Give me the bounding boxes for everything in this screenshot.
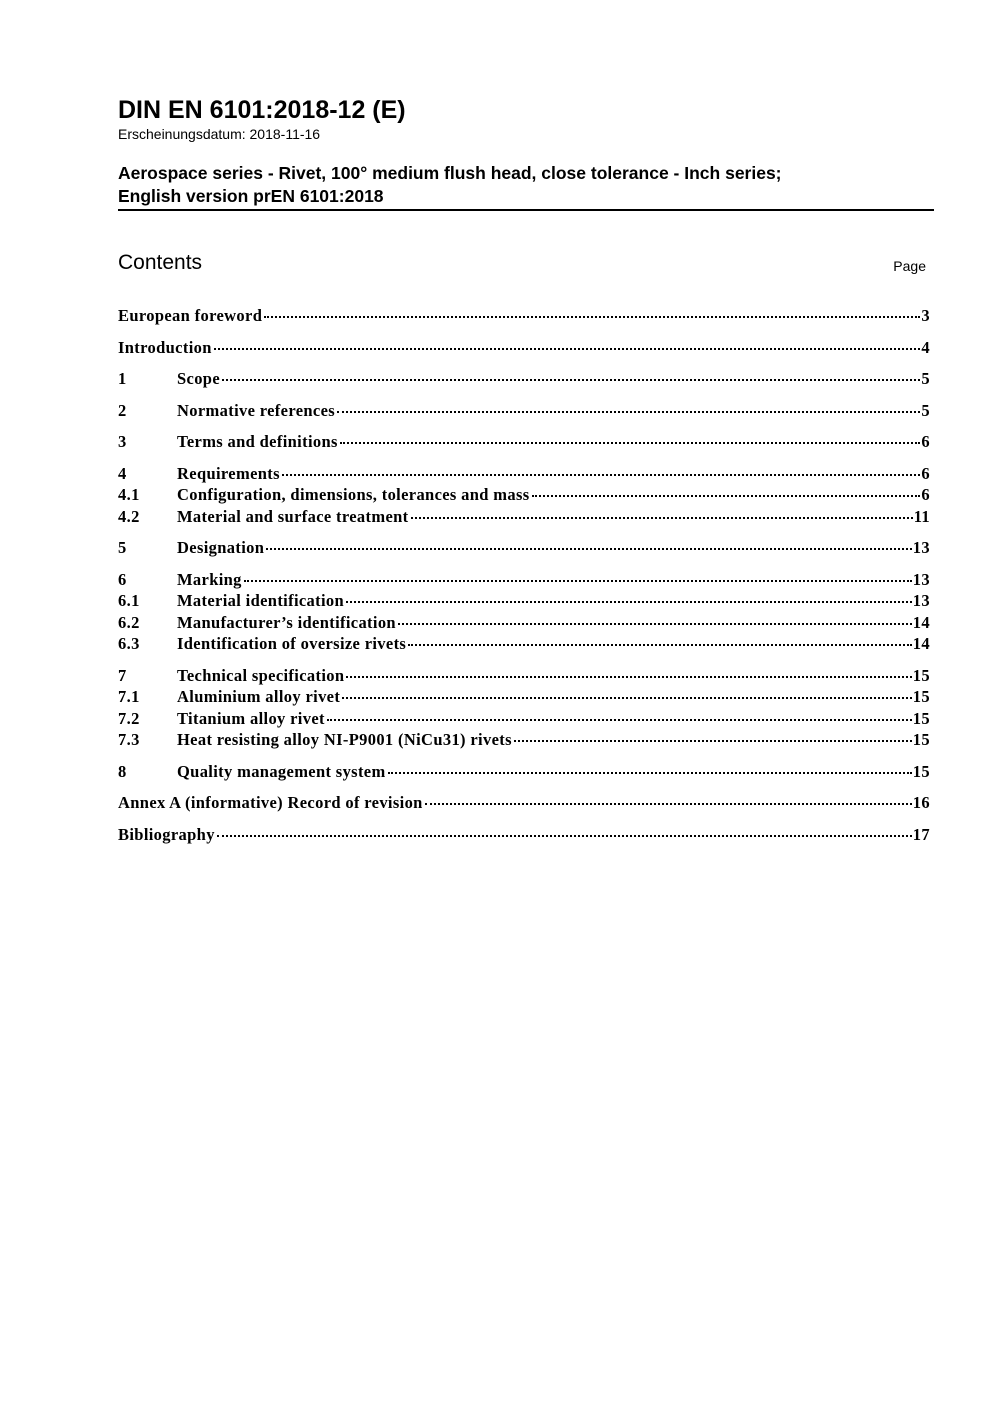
toc-entry-title: Titanium alloy rivet <box>177 709 325 728</box>
toc-entry-title: Designation <box>177 538 265 557</box>
toc-dot-leader <box>346 601 912 603</box>
toc-dot-leader <box>340 442 921 444</box>
toc-entry-page: 6 <box>921 464 930 483</box>
toc-dot-leader <box>214 348 921 350</box>
toc-entry-page: 15 <box>912 709 930 728</box>
toc-entry-number: 6.1 <box>118 591 140 610</box>
toc-entry-page: 6 <box>921 485 930 504</box>
toc-entry-number: 2 <box>118 401 127 420</box>
toc-entry[interactable] <box>118 792 930 814</box>
toc-entry[interactable] <box>118 431 930 453</box>
toc-entry-page: 5 <box>921 369 930 388</box>
toc-entry-number: 1 <box>118 369 127 388</box>
toc-entry[interactable] <box>118 708 930 730</box>
toc-dot-leader <box>388 772 912 774</box>
toc-entry-number: 4.2 <box>118 507 140 526</box>
toc-dot-leader <box>514 740 912 742</box>
publication-date: Erscheinungsdatum: 2018-11-16 <box>118 126 321 142</box>
toc-entry-number: 5 <box>118 538 127 557</box>
toc-entry-page: 14 <box>912 613 930 632</box>
toc-dot-leader <box>342 697 912 699</box>
toc-entry[interactable] <box>118 590 930 612</box>
toc-dot-leader <box>282 474 921 476</box>
toc-entry[interactable] <box>118 569 930 591</box>
toc-entry[interactable] <box>118 612 930 634</box>
toc-dot-leader <box>264 316 920 318</box>
toc-entry-page: 15 <box>912 762 930 781</box>
toc-entry-title: Quality management system <box>177 762 386 781</box>
document-id: DIN EN 6101:2018-12 (E) <box>118 96 406 124</box>
toc-entry-title: Marking <box>177 570 242 589</box>
toc-dot-leader <box>398 623 912 625</box>
toc-dot-leader <box>217 835 912 837</box>
toc-entry[interactable] <box>118 400 930 422</box>
toc-entry-number: 6.3 <box>118 634 140 653</box>
toc-entry-title: Manufacturer’s identification <box>177 613 396 632</box>
toc-entry-page: 6 <box>921 432 930 451</box>
toc-entry-page: 17 <box>912 825 930 844</box>
toc-entry-title: Identification of oversize rivets <box>177 634 407 653</box>
toc-entry-title: Heat resisting alloy NI-P9001 (NiCu31) rivets <box>177 730 512 749</box>
toc-entry-title: European foreword <box>118 306 263 325</box>
toc-entry-number: 7.3 <box>118 730 140 749</box>
toc-entry[interactable] <box>118 633 930 655</box>
toc-entry-title: Introduction <box>118 338 212 357</box>
contents-heading: Contents <box>118 251 203 274</box>
toc-entry-page: 14 <box>912 634 930 653</box>
toc-entry-title: Material identification <box>177 591 345 610</box>
toc-entry-page: 13 <box>912 591 930 610</box>
toc-entry-number: 3 <box>118 432 127 451</box>
toc-entry[interactable] <box>118 368 930 390</box>
toc-entry-page: 3 <box>921 306 930 325</box>
document-title-line: Aerospace series - Rivet, 100° medium flush head, close tolerance - Inch series; <box>118 163 782 183</box>
toc-entry-page: 13 <box>912 538 930 557</box>
toc-entry[interactable] <box>118 729 930 751</box>
toc-entry-number: 7.2 <box>118 709 140 728</box>
toc-entry-number: 7.1 <box>118 687 140 706</box>
toc-dot-leader <box>244 580 912 582</box>
toc-entry[interactable] <box>118 506 930 528</box>
toc-entry-number: 4 <box>118 464 127 483</box>
toc-entry-number: 7 <box>118 666 127 685</box>
toc-entry-title: Scope <box>177 369 220 388</box>
toc-entry-page: 13 <box>912 570 930 589</box>
toc-entry[interactable] <box>118 337 930 359</box>
toc-entry-number: 6 <box>118 570 127 589</box>
toc-entry-number: 8 <box>118 762 127 781</box>
toc-dot-leader <box>425 803 912 805</box>
toc-entry[interactable] <box>118 484 930 506</box>
toc-dot-leader <box>408 644 912 646</box>
toc-entry-page: 15 <box>912 666 930 685</box>
toc-entry-page: 15 <box>912 687 930 706</box>
toc-entry[interactable] <box>118 537 930 559</box>
toc-dot-leader <box>327 719 912 721</box>
toc-entry[interactable] <box>118 686 930 708</box>
toc-dot-leader <box>411 517 913 519</box>
toc-dot-leader <box>266 548 912 550</box>
toc-entry-number: 4.1 <box>118 485 140 504</box>
toc-entry-title: Terms and definitions <box>177 432 338 451</box>
toc-entry-page: 16 <box>912 793 930 812</box>
toc-dot-leader <box>222 379 920 381</box>
toc-entry-page: 15 <box>912 730 930 749</box>
toc-dot-leader <box>337 411 920 413</box>
toc-entry[interactable] <box>118 305 930 327</box>
toc-entry-title: Technical specification <box>177 666 345 685</box>
toc-entry-title: Requirements <box>177 464 280 483</box>
toc-dot-leader <box>532 495 921 497</box>
toc-entry-title: Normative references <box>177 401 336 420</box>
toc-entry-page: 4 <box>921 338 930 357</box>
toc-entry-title: Annex A (informative) Record of revision <box>118 793 423 812</box>
toc-entry-title: Configuration, dimensions, tolerances and mass <box>177 485 530 504</box>
toc-entry-title: Material and surface treatment <box>177 507 409 526</box>
document-title-line: English version prEN 6101:2018 <box>118 186 384 206</box>
toc-entry-page: 5 <box>921 401 930 420</box>
toc-entry-page: 11 <box>913 507 930 526</box>
toc-entry[interactable] <box>118 824 930 846</box>
toc-entry[interactable] <box>118 665 930 687</box>
toc-entry[interactable] <box>118 463 930 485</box>
toc-entry-title: Bibliography <box>118 825 215 844</box>
toc-dot-leader <box>346 676 911 678</box>
page-column-heading: Page <box>893 258 926 274</box>
toc-entry-number: 6.2 <box>118 613 140 632</box>
toc-entry-title: Aluminium alloy rivet <box>177 687 341 706</box>
toc-entry[interactable] <box>118 761 930 783</box>
